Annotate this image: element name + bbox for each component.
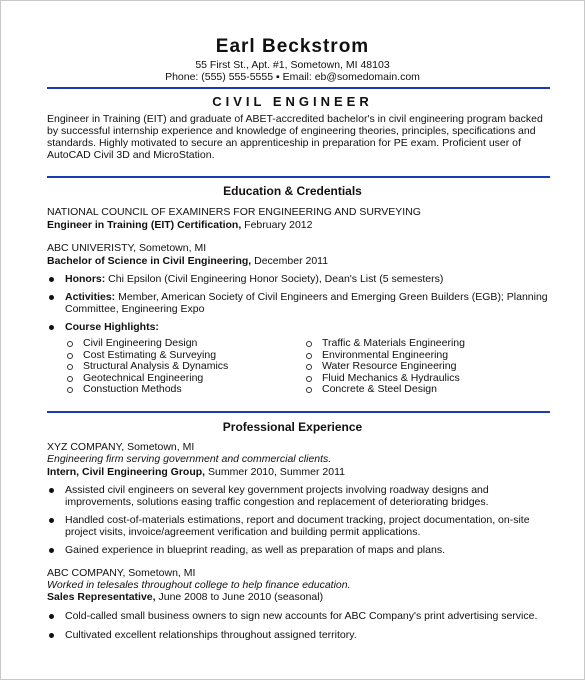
job1-company: XYZ COMPANY, Sometown, MI bbox=[47, 441, 195, 453]
activities-text: Member, American Society of Civil Engineers and Emerging Green Builders (EGB); Planning Committee, Engineering Expo bbox=[65, 291, 548, 315]
course-item: Geotechnical Engineering bbox=[65, 373, 228, 385]
job2-company: ABC COMPANY, Sometown, MI bbox=[47, 567, 196, 579]
experience-heading: Professional Experience bbox=[222, 420, 363, 434]
courses-right-list bbox=[304, 338, 465, 396]
address: 55 First St., Apt. #1, Sometown, MI 48103 bbox=[195, 59, 390, 71]
course-item: Water Resource Engineering bbox=[304, 361, 465, 373]
job1-dates: Summer 2010, Summer 2011 bbox=[205, 466, 345, 478]
course-item: Environmental Engineering bbox=[304, 350, 465, 362]
summary: Engineer in Training (EIT) and graduate of ABET-accredited bachelor's in civil engineering program backed by successful internship experience and knowledge of engineering theories, principles, specifications and standards. Highly motivated to secure an apprenticeship in preparation for PE exam. Proficient user of AutoCAD Civil 3D and MicroStation. bbox=[47, 113, 543, 161]
job1-bullet: Gained experience in blueprint reading, as well as preparation of maps and plans. bbox=[47, 544, 555, 556]
university: ABC UNIVERISTY, Sometown, MI bbox=[47, 242, 207, 254]
divider-education bbox=[47, 176, 550, 178]
degree-name: Bachelor of Science in Civil Engineering, bbox=[47, 255, 252, 267]
divider-top bbox=[47, 87, 550, 89]
job2-dates: June 2008 to June 2010 (seasonal) bbox=[155, 591, 324, 603]
course-item: Concrete & Steel Design bbox=[304, 384, 465, 396]
candidate-name: Earl Beckstrom bbox=[215, 36, 370, 57]
course-item: Cost Estimating & Surveying bbox=[65, 350, 228, 362]
education-bullets bbox=[47, 273, 555, 333]
job-title: CIVIL ENGINEER bbox=[212, 94, 373, 109]
education-heading: Education & Credentials bbox=[223, 184, 362, 198]
degree-date: December 2011 bbox=[251, 255, 329, 267]
course-item: Traffic & Materials Engineering bbox=[304, 338, 465, 350]
job1-description: Engineering firm serving government and commercial clients. bbox=[47, 453, 332, 465]
course-item: Fluid Mechanics & Hydraulics bbox=[304, 373, 465, 385]
cert-org: NATIONAL COUNCIL OF EXAMINERS FOR ENGINEERING AND SURVEYING bbox=[47, 206, 421, 218]
courses-item bbox=[47, 321, 555, 333]
course-item: Structural Analysis & Dynamics bbox=[65, 361, 228, 373]
cert-line bbox=[47, 219, 557, 231]
degree-line bbox=[47, 255, 557, 267]
course-item: Constuction Methods bbox=[65, 384, 228, 396]
honors-label: Honors: bbox=[65, 273, 106, 285]
honors-item bbox=[47, 273, 555, 285]
honors-text: Chi Epsilon (Civil Engineering Honor Society), Dean's List (5 semesters) bbox=[105, 273, 444, 285]
job1-bullet: Assisted civil engineers on several key government projects involving roadway designs and improvements, solutions easing traffic congestion and replacement of deteriorating bridges. bbox=[47, 484, 555, 508]
cert-date: February 2012 bbox=[241, 219, 313, 231]
job1-bullet: Handled cost-of-materials estimations, report and document tracking, project documentation, on-site project visits, invoice/agreement verification and building permit applications. bbox=[47, 514, 555, 538]
divider-experience bbox=[47, 411, 550, 413]
activities-label: Activities: bbox=[65, 291, 116, 303]
job2-bullets bbox=[47, 610, 555, 641]
job1-role-line bbox=[47, 466, 557, 478]
course-item: Civil Engineering Design bbox=[65, 338, 228, 350]
activities-item bbox=[47, 291, 555, 315]
job1-bullets bbox=[47, 484, 555, 556]
courses-left-list bbox=[65, 338, 228, 396]
job2-bullet: Cultivated excellent relationships throughout assigned territory. bbox=[47, 629, 555, 641]
job2-role: Sales Representative, bbox=[47, 591, 156, 603]
job2-bullet: Cold-called small business owners to sign new accounts for ABC Company's print advertising service. bbox=[47, 610, 555, 622]
job2-role-line bbox=[47, 591, 557, 603]
courses-label: Course Highlights: bbox=[65, 321, 159, 333]
contact-info: Phone: (555) 555-5555 ▪ Email: eb@somedomain.com bbox=[165, 71, 420, 83]
job1-role: Intern, Civil Engineering Group, bbox=[47, 466, 206, 478]
cert-name: Engineer in Training (EIT) Certification, bbox=[47, 219, 242, 231]
job2-description: Worked in telesales throughout college to help finance education. bbox=[47, 579, 351, 591]
